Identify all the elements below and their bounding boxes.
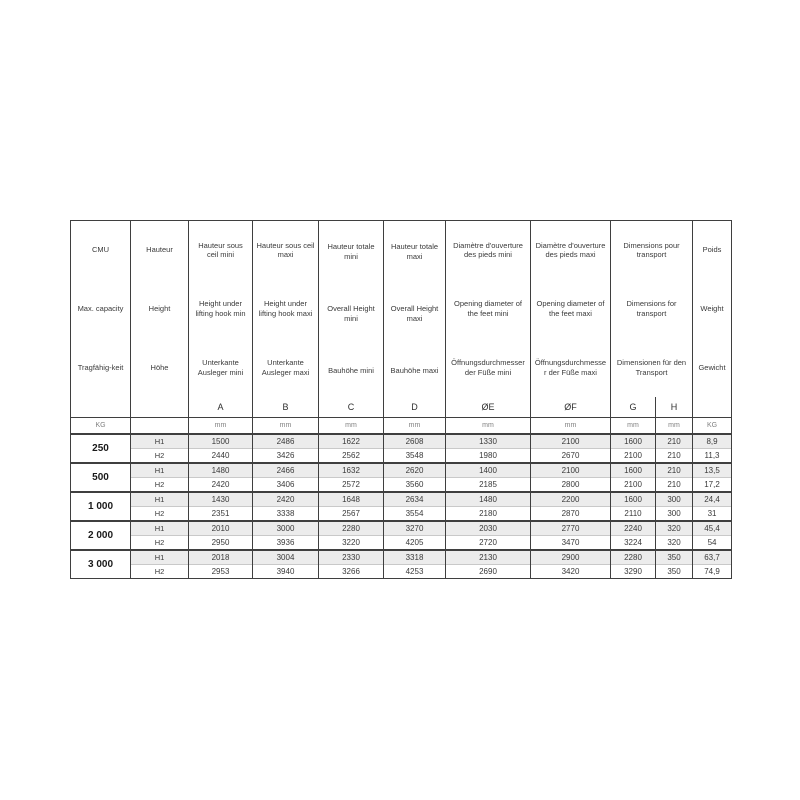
value-cell: 1622	[319, 434, 384, 449]
header-cell-height	[131, 221, 189, 398]
label-fr: Hauteur sous ceil maxi	[256, 240, 315, 260]
table-row	[71, 463, 732, 478]
unit-cell: mm	[611, 418, 656, 435]
value-cell: 4253	[384, 565, 446, 579]
letter-cell: H	[656, 397, 693, 418]
value-cell: 2130	[446, 550, 531, 565]
value-cell: 2950	[189, 536, 253, 551]
value-cell: 1480	[189, 463, 253, 478]
value-cell: 2634	[384, 492, 446, 507]
height-variant-cell: H1	[131, 492, 189, 507]
label-de: Öffnungsdurchmesser der Füße mini	[451, 357, 525, 377]
letter-cell: B	[253, 397, 319, 418]
value-cell: 2567	[319, 507, 384, 522]
value-cell: 210	[656, 478, 693, 493]
label-de: Dimensionen für den Transport	[616, 357, 687, 377]
value-cell: 2608	[384, 434, 446, 449]
unit-cell: mm	[189, 418, 253, 435]
table-row	[71, 449, 732, 464]
label-fr: Diamètre d'ouverture des pieds mini	[453, 240, 523, 260]
table-row	[71, 550, 732, 565]
value-cell: 2100	[531, 434, 611, 449]
label-de: Öffnungsdurchmesser der Füße maxi	[534, 357, 607, 377]
value-cell: 2110	[611, 507, 656, 522]
unit-cell: KG	[71, 418, 131, 435]
label-fr: Hauteur totale mini	[327, 242, 375, 261]
table-body	[71, 221, 732, 579]
value-cell: 2280	[319, 521, 384, 536]
table-row	[71, 492, 732, 507]
header-cell-d	[384, 221, 446, 398]
value-cell: 2800	[531, 478, 611, 493]
label-de: Unterkante Ausleger mini	[197, 357, 244, 377]
value-cell: 3004	[253, 550, 319, 565]
header-cell-c	[319, 221, 384, 398]
value-cell: 2100	[611, 449, 656, 464]
value-cell: 2486	[253, 434, 319, 449]
height-variant-cell: H2	[131, 565, 189, 579]
value-cell: 1632	[319, 463, 384, 478]
label-fr: Poids	[702, 245, 722, 255]
value-cell: 2330	[319, 550, 384, 565]
value-cell: 3406	[253, 478, 319, 493]
value-cell: 350	[656, 565, 693, 579]
label-de: Tragfähig-keit	[77, 362, 124, 372]
letter-cell	[693, 397, 732, 418]
label-en: Height under lifting hook maxi	[258, 299, 313, 318]
value-cell: 24,4	[693, 492, 732, 507]
label-de: Unterkante Ausleger maxi	[261, 357, 310, 377]
value-cell: 2770	[531, 521, 611, 536]
header-cell-transport	[611, 221, 693, 398]
value-cell: 2185	[446, 478, 531, 493]
value-cell: 3548	[384, 449, 446, 464]
value-cell: 2010	[189, 521, 253, 536]
letter-cell	[71, 397, 131, 418]
height-variant-cell: H1	[131, 550, 189, 565]
value-cell: 320	[656, 521, 693, 536]
value-cell: 1430	[189, 492, 253, 507]
value-cell: 2420	[253, 492, 319, 507]
value-cell: 3420	[531, 565, 611, 579]
label-en: Height	[148, 304, 171, 314]
header-cell-capacity	[71, 221, 131, 398]
label-fr: CMU	[91, 245, 110, 255]
unit-cell: mm	[656, 418, 693, 435]
label-de: Höhe	[150, 362, 169, 372]
capacity-cell: 2 000	[71, 521, 131, 550]
value-cell: 3554	[384, 507, 446, 522]
value-cell: 3290	[611, 565, 656, 579]
units-row	[71, 418, 732, 435]
height-variant-cell: H1	[131, 434, 189, 449]
label-en: Max. capacity	[77, 304, 124, 314]
table-row	[71, 434, 732, 449]
value-cell: 3224	[611, 536, 656, 551]
value-cell: 1980	[446, 449, 531, 464]
spec-table	[70, 220, 732, 579]
letter-cell	[131, 397, 189, 418]
label-en: Height under lifting hook min	[195, 299, 246, 318]
value-cell: 2100	[611, 478, 656, 493]
label-en: Overall Height mini	[327, 304, 375, 323]
value-cell: 3936	[253, 536, 319, 551]
letter-cell: ØF	[531, 397, 611, 418]
unit-cell: mm	[253, 418, 319, 435]
value-cell: 300	[656, 507, 693, 522]
value-cell: 2018	[189, 550, 253, 565]
value-cell: 300	[656, 492, 693, 507]
label-en: Opening diameter of the feet mini	[454, 299, 522, 318]
value-cell: 3470	[531, 536, 611, 551]
unit-cell: mm	[384, 418, 446, 435]
value-cell: 31	[693, 507, 732, 522]
value-cell: 2280	[611, 550, 656, 565]
value-cell: 45,4	[693, 521, 732, 536]
label-fr: Diamètre d'ouverture des pieds maxi	[535, 240, 606, 260]
value-cell: 17,2	[693, 478, 732, 493]
value-cell: 3338	[253, 507, 319, 522]
letter-row	[71, 397, 732, 418]
value-cell: 3270	[384, 521, 446, 536]
table-row	[71, 536, 732, 551]
value-cell: 8,9	[693, 434, 732, 449]
value-cell: 11,3	[693, 449, 732, 464]
value-cell: 3426	[253, 449, 319, 464]
table-row	[71, 521, 732, 536]
value-cell: 1600	[611, 434, 656, 449]
value-cell: 1400	[446, 463, 531, 478]
value-cell: 13,5	[693, 463, 732, 478]
value-cell: 2620	[384, 463, 446, 478]
value-cell: 320	[656, 536, 693, 551]
capacity-cell: 250	[71, 434, 131, 463]
label-de: Bauhöhe maxi	[390, 366, 439, 376]
height-variant-cell: H1	[131, 463, 189, 478]
unit-cell	[131, 418, 189, 435]
header-cell-b	[253, 221, 319, 398]
letter-cell: D	[384, 397, 446, 418]
value-cell: 1480	[446, 492, 531, 507]
value-cell: 2953	[189, 565, 253, 579]
height-variant-cell: H2	[131, 536, 189, 551]
value-cell: 2240	[611, 521, 656, 536]
unit-cell: mm	[531, 418, 611, 435]
unit-cell: KG	[693, 418, 732, 435]
label-en: Dimensions for transport	[626, 299, 677, 318]
letter-cell: A	[189, 397, 253, 418]
value-cell: 1600	[611, 463, 656, 478]
height-variant-cell: H2	[131, 449, 189, 464]
value-cell: 210	[656, 463, 693, 478]
value-cell: 350	[656, 550, 693, 565]
label-en: Opening diameter of the feet maxi	[536, 299, 605, 318]
value-cell: 2720	[446, 536, 531, 551]
value-cell: 3220	[319, 536, 384, 551]
label-fr: Hauteur sous ceil mini	[198, 240, 243, 260]
value-cell: 3000	[253, 521, 319, 536]
label-fr: Hauteur	[146, 245, 173, 255]
letter-cell: G	[611, 397, 656, 418]
table-row	[71, 478, 732, 493]
label-fr: Hauteur totale maxi	[390, 242, 439, 261]
capacity-cell: 3 000	[71, 550, 131, 579]
value-cell: 2030	[446, 521, 531, 536]
value-cell: 3940	[253, 565, 319, 579]
value-cell: 2562	[319, 449, 384, 464]
label-de: Bauhöhe mini	[328, 366, 374, 376]
value-cell: 4205	[384, 536, 446, 551]
label-en: Overall Height maxi	[390, 304, 439, 323]
value-cell: 2100	[531, 463, 611, 478]
table-row	[71, 565, 732, 579]
value-cell: 210	[656, 434, 693, 449]
header-cell-a	[189, 221, 253, 398]
header-cell-of	[531, 221, 611, 398]
value-cell: 2466	[253, 463, 319, 478]
value-cell: 2420	[189, 478, 253, 493]
letter-cell: ØE	[446, 397, 531, 418]
height-variant-cell: H2	[131, 507, 189, 522]
capacity-cell: 1 000	[71, 492, 131, 521]
value-cell: 3266	[319, 565, 384, 579]
letter-cell: C	[319, 397, 384, 418]
value-cell: 54	[693, 536, 732, 551]
value-cell: 2351	[189, 507, 253, 522]
label-de: Gewicht	[698, 362, 726, 372]
capacity-cell: 500	[71, 463, 131, 492]
value-cell: 1500	[189, 434, 253, 449]
value-cell: 2900	[531, 550, 611, 565]
value-cell: 2572	[319, 478, 384, 493]
value-cell: 3318	[384, 550, 446, 565]
value-cell: 74,9	[693, 565, 732, 579]
value-cell: 1330	[446, 434, 531, 449]
unit-cell: mm	[446, 418, 531, 435]
unit-cell: mm	[319, 418, 384, 435]
value-cell: 1648	[319, 492, 384, 507]
header-cell-weight	[693, 221, 732, 398]
value-cell: 2670	[531, 449, 611, 464]
label-en: Weight	[700, 304, 724, 314]
height-variant-cell: H2	[131, 478, 189, 493]
label-fr: Dimensions pour transport	[623, 240, 680, 260]
value-cell: 3560	[384, 478, 446, 493]
table-row	[71, 507, 732, 522]
value-cell: 2690	[446, 565, 531, 579]
value-cell: 2200	[531, 492, 611, 507]
value-cell: 2870	[531, 507, 611, 522]
value-cell: 2180	[446, 507, 531, 522]
header-cell-oe	[446, 221, 531, 398]
value-cell: 1600	[611, 492, 656, 507]
height-variant-cell: H1	[131, 521, 189, 536]
value-cell: 63,7	[693, 550, 732, 565]
value-cell: 210	[656, 449, 693, 464]
value-cell: 2440	[189, 449, 253, 464]
header-row	[71, 221, 732, 398]
